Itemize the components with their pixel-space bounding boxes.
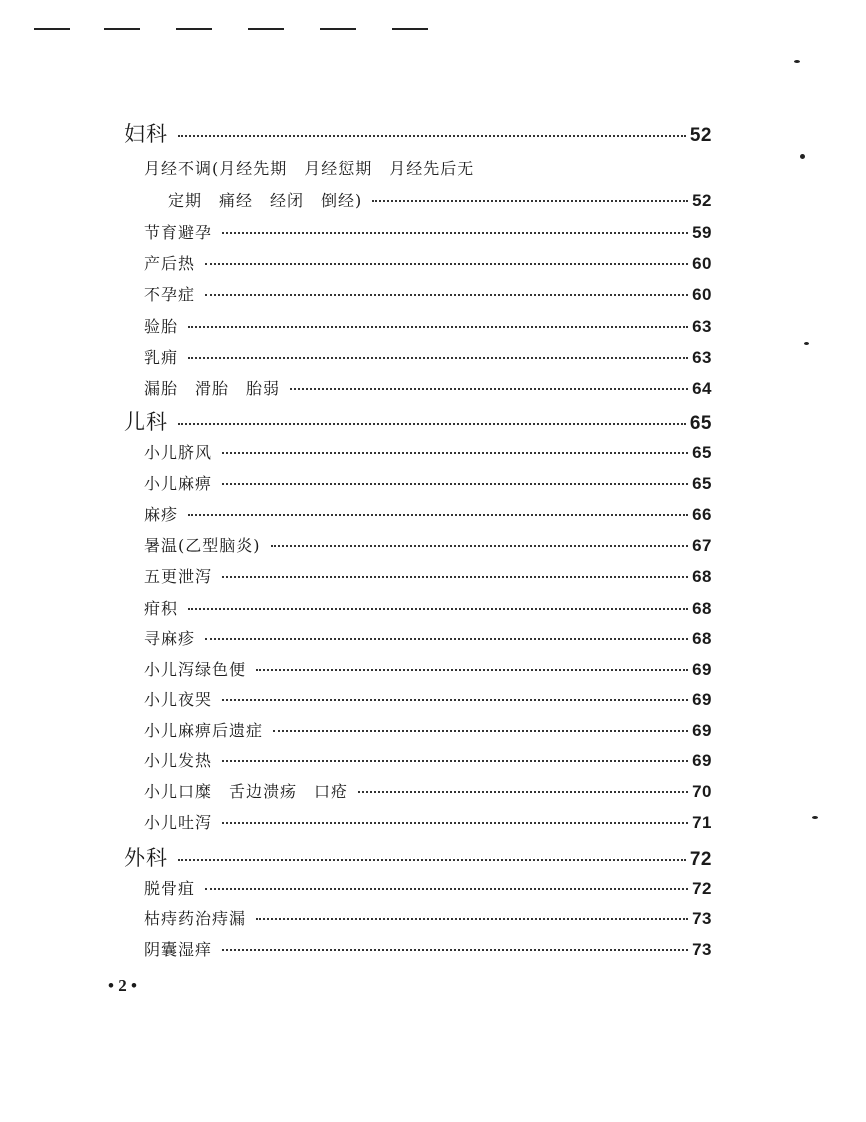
toc-entry-title: 枯痔药治痔漏 — [144, 909, 247, 928]
scan-speck — [804, 342, 809, 345]
toc-entry-row — [144, 533, 712, 556]
dot-leader — [188, 602, 688, 610]
dot-leader — [372, 194, 688, 202]
header-dash — [34, 28, 70, 30]
toc-entry-title: 定期 痛经 经闭 倒经) — [168, 191, 363, 210]
toc-entry-title: 小儿脐风 — [144, 443, 213, 462]
toc-page-number: 69 — [692, 721, 712, 740]
toc-entry-row — [144, 810, 712, 833]
dot-leader — [188, 351, 688, 359]
toc-page-number: 60 — [692, 285, 712, 304]
toc-entry-title: 验胎 — [144, 317, 179, 336]
toc-page-number: 65 — [692, 474, 712, 493]
toc-page-number: 68 — [692, 567, 712, 586]
toc-section-row — [124, 118, 712, 148]
dot-leader — [222, 693, 688, 701]
toc-entry-row — [144, 502, 712, 525]
toc-page-number: 68 — [692, 629, 712, 648]
header-dash — [104, 28, 140, 30]
dot-leader — [222, 477, 688, 485]
toc-entry-row — [144, 314, 712, 337]
scan-speck — [794, 60, 800, 63]
toc-entry-title: 产后热 — [144, 254, 196, 273]
toc-entry-title: 暑温(乙型脑炎) — [144, 536, 261, 555]
toc-entry-title: 小儿口糜 舌边溃疡 口疮 — [144, 782, 349, 801]
dot-leader — [222, 570, 688, 578]
toc-entry-title: 小儿麻痹 — [144, 474, 213, 493]
header-dash — [176, 28, 212, 30]
scan-speck — [800, 154, 805, 159]
dot-leader — [271, 539, 689, 547]
toc-entry-row — [144, 564, 712, 587]
toc-page-number: 72 — [689, 849, 712, 870]
dot-leader — [205, 632, 688, 640]
toc-entry-row — [168, 188, 712, 211]
toc-entry-row — [144, 376, 712, 399]
dot-leader — [178, 853, 686, 861]
header-dash — [248, 28, 284, 30]
toc-section-row — [124, 406, 712, 436]
dot-leader — [205, 288, 688, 296]
toc-entry-title: 小儿夜哭 — [144, 690, 213, 709]
toc-entry-row — [144, 220, 712, 243]
toc-entry-row — [144, 779, 712, 802]
toc-entry-row — [144, 876, 712, 899]
toc-entry-title: 小儿泻绿色便 — [144, 660, 247, 679]
dot-leader — [256, 663, 688, 671]
dot-leader — [222, 816, 688, 824]
toc-entry-row — [144, 657, 712, 680]
toc-page-number: 64 — [692, 379, 712, 398]
toc-entry-title: 小儿吐泻 — [144, 813, 213, 832]
toc-section-title: 外科 — [124, 846, 168, 870]
dot-leader — [358, 785, 688, 793]
toc-page-number: 69 — [692, 660, 712, 679]
toc-entry-title: 疳积 — [144, 599, 179, 618]
toc-entry-row — [144, 156, 474, 179]
header-dash — [392, 28, 428, 30]
dot-leader — [178, 417, 686, 425]
toc-page-number: 63 — [692, 348, 712, 367]
dot-leader — [205, 882, 688, 890]
dot-leader — [290, 382, 688, 390]
dot-leader — [222, 754, 688, 762]
toc-section-title: 妇科 — [124, 122, 168, 146]
toc-page-number: 73 — [692, 909, 712, 928]
toc-entry-title: 寻麻疹 — [144, 629, 196, 648]
toc-entry-title: 漏胎 滑胎 胎弱 — [144, 379, 281, 398]
toc-page-number: 65 — [692, 443, 712, 462]
toc-section-row — [124, 842, 712, 872]
toc-page-number: 66 — [692, 505, 712, 524]
toc-entry-row — [144, 748, 712, 771]
toc-entry-row — [144, 937, 712, 960]
toc-page-number: 70 — [692, 782, 712, 801]
toc-entry-title: 小儿麻痹后遗症 — [144, 721, 264, 740]
toc-page-number: 52 — [692, 191, 712, 210]
dot-leader — [205, 257, 688, 265]
dot-leader — [222, 943, 688, 951]
toc-page-number: 69 — [692, 690, 712, 709]
toc-page-number: 68 — [692, 599, 712, 618]
toc-entry-row — [144, 471, 712, 494]
toc-page-number: 63 — [692, 317, 712, 336]
toc-entry-title: 脱骨疽 — [144, 879, 196, 898]
toc-entry-row — [144, 282, 712, 305]
toc-page-number: 69 — [692, 751, 712, 770]
toc-entry-row — [144, 906, 712, 929]
toc-entry-title: 阴囊湿痒 — [144, 940, 213, 959]
toc-entry-title: 节育避孕 — [144, 223, 213, 242]
toc-entry-row — [144, 596, 712, 619]
dot-leader — [188, 320, 688, 328]
toc-entry-row — [144, 251, 712, 274]
toc-entry-title: 小儿发热 — [144, 751, 213, 770]
toc-entry-row — [144, 687, 712, 710]
dot-leader — [273, 724, 688, 732]
dot-leader — [188, 508, 688, 516]
dot-leader — [178, 129, 686, 137]
toc-entry-row — [144, 626, 712, 649]
toc-page-number: 60 — [692, 254, 712, 273]
header-dash — [320, 28, 356, 30]
page-number-footer: • 2 • — [108, 976, 137, 995]
toc-page-number: 72 — [692, 879, 712, 898]
toc-page-number: 59 — [692, 223, 712, 242]
toc-entry-row — [144, 345, 712, 368]
scan-speck — [812, 816, 818, 819]
toc-entry-title: 乳痈 — [144, 348, 179, 367]
dot-leader — [256, 912, 688, 920]
toc-page-number: 73 — [692, 940, 712, 959]
toc-entry-row — [144, 718, 712, 741]
toc-page-number: 67 — [692, 536, 712, 555]
toc-entry-row — [144, 440, 712, 463]
toc-page-number: 71 — [692, 813, 712, 832]
toc-entry-title: 不孕症 — [144, 285, 196, 304]
dot-leader — [222, 226, 688, 234]
toc-section-title: 儿科 — [124, 410, 168, 434]
toc-entry-title: 五更泄泻 — [144, 567, 213, 586]
toc-entry-title: 月经不调(月经先期 月经愆期 月经先后无 — [144, 159, 475, 178]
toc-page-number: 65 — [689, 413, 712, 434]
toc-entry-title: 麻疹 — [144, 505, 179, 524]
dot-leader — [222, 446, 688, 454]
toc-page-number: 52 — [689, 125, 712, 146]
